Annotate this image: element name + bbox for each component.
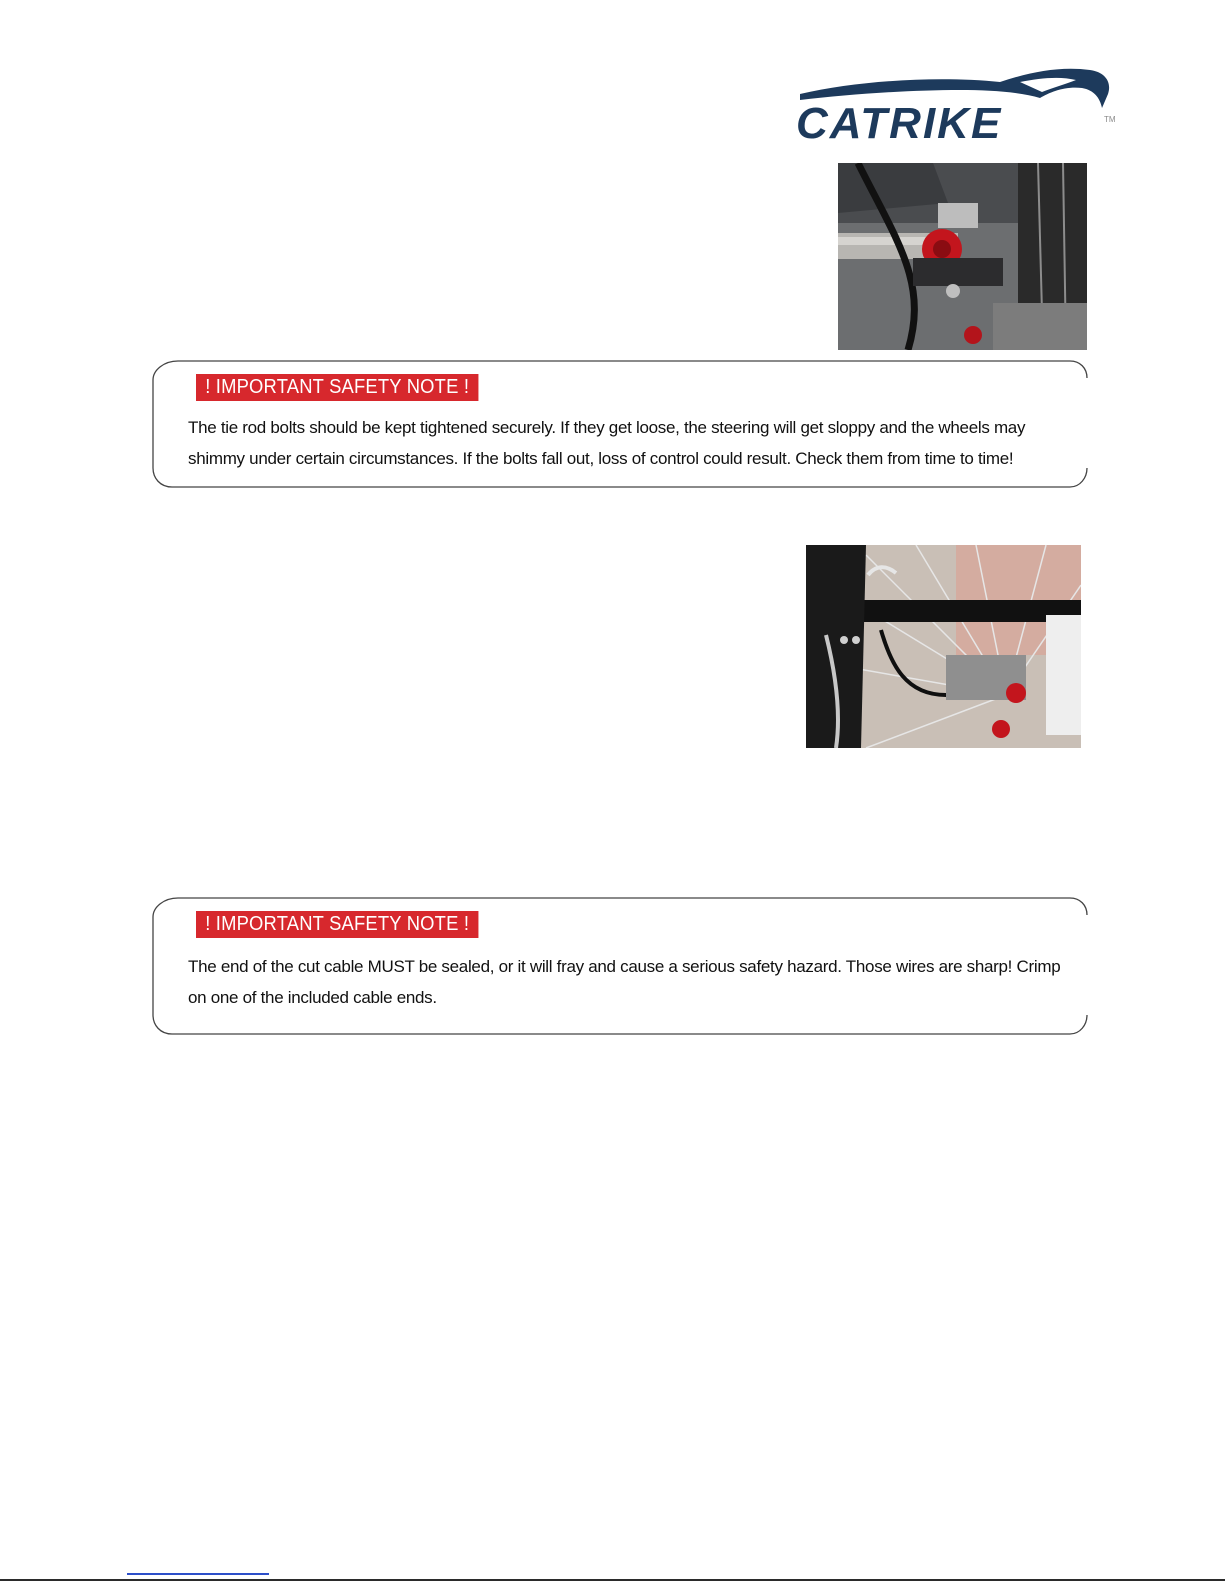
safety-note-text: The tie rod bolts should be kept tightened securely. If they get loose, the steering will get sloppy and the wheels may shimmy under certain circumstances. If the bolts fall out, loss of control could result. Check them from time to time! <box>188 418 1026 468</box>
trademark-mark: TM <box>1104 115 1116 124</box>
tie-rod-bolt-photo <box>838 163 1087 350</box>
safety-note-text: The end of the cut cable MUST be sealed, or it will fray and cause a serious safety hazard. Those wires are sharp! Crimp on one of the included cable ends. <box>188 957 1061 1007</box>
catrike-logo-mark <box>790 62 1125 147</box>
logo-wordmark: CATRIKE <box>796 99 1003 147</box>
safety-note <box>152 897 1088 1035</box>
footer-divider <box>0 1579 1225 1581</box>
footer-link-underline[interactable] <box>127 1573 269 1575</box>
brake-caliper-photo <box>806 545 1081 748</box>
safety-note-badge: ! IMPORTANT SAFETY NOTE ! <box>196 911 478 938</box>
catrike-logo <box>790 62 1125 147</box>
safety-note <box>152 360 1088 488</box>
safety-note-badge: ! IMPORTANT SAFETY NOTE ! <box>196 374 478 401</box>
